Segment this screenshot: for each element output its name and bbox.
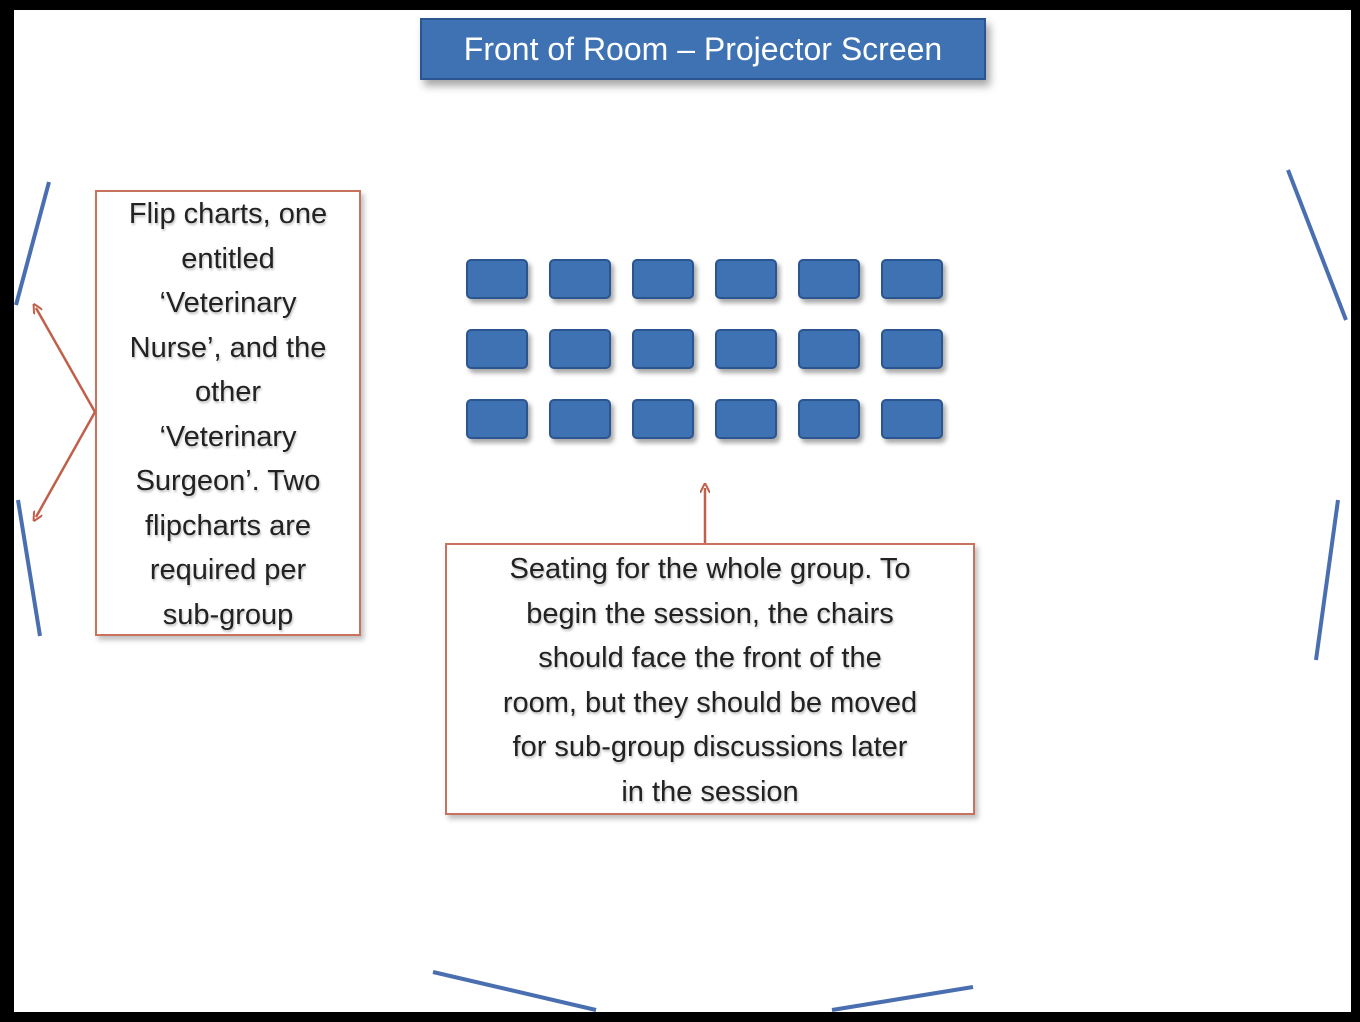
seating-note-line: should face the front of the <box>538 642 882 674</box>
seating-note-line: room, but they should be moved <box>502 686 918 719</box>
flipchart-note-line: Flip charts, one <box>128 198 328 230</box>
flipchart-bottom-right <box>832 987 973 1010</box>
seating-note-line: Seating for the whole group. To <box>509 553 911 585</box>
flipchart-left-upper <box>16 182 49 305</box>
flipchart-note-line: entitled <box>181 242 275 275</box>
flipchart-arrow-lower <box>36 412 95 517</box>
flipchart-note-line: Nurse’, and the <box>129 331 327 364</box>
flipchart-note-line: Surgeon’. Two <box>135 465 321 497</box>
flipchart-note-line: other <box>194 376 262 408</box>
flipchart-left-lower <box>18 500 40 636</box>
seating-note-line: for sub-group discussions later <box>512 731 908 763</box>
flipchart-right-upper <box>1288 170 1346 320</box>
seating-note-line: begin the session, the chairs <box>526 597 894 630</box>
flipchart-note-line: ‘Veterinary <box>159 420 297 453</box>
seating-note-line: in the session <box>621 775 799 808</box>
projector-screen-label: Front of Room – Projector Screen <box>463 30 943 67</box>
flipchart-bottom-left <box>433 972 596 1010</box>
flipchart-note-line: ‘Veterinary <box>159 287 297 319</box>
flipchart-note-line: sub-group <box>162 598 294 631</box>
flipchart-note-line: flipcharts are <box>144 509 311 542</box>
flipchart-right-lower <box>1316 500 1338 660</box>
flipchart-note-line: required per <box>149 554 307 586</box>
flipchart-arrow-upper <box>36 308 95 412</box>
